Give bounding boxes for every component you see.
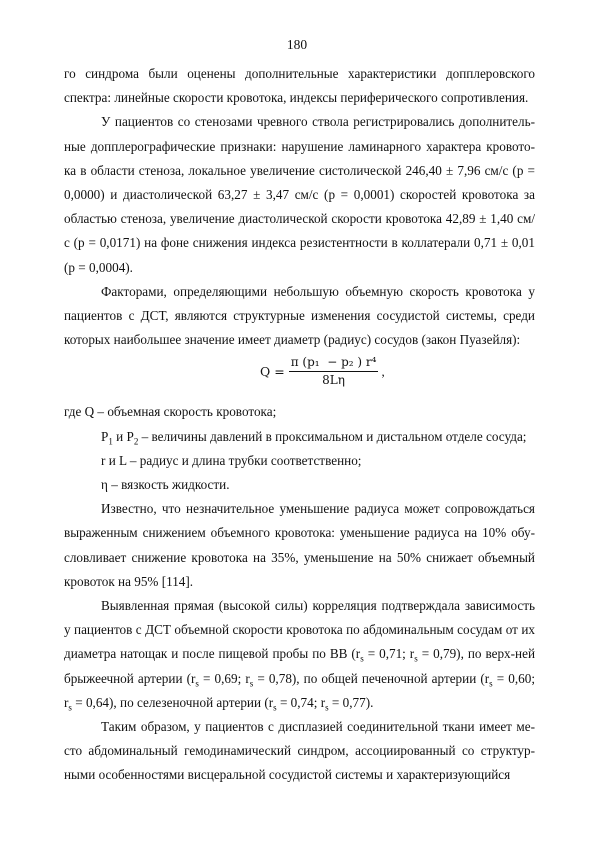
formula-comma: , (381, 363, 385, 379)
definition-r-l: r и L – радиус и длина трубки соответственно; (101, 452, 362, 468)
paragraph-6: Таким образом, у пациентов с дисплазией соединительной ткани имеет ме-сто абдоминальный гемодинамический синдром, ассоциированный со структур-ными особенностями висцеральной сосудистой системы и характеризующийся (64, 719, 535, 783)
paragraph-2: У пациентов со стенозами чревного ствола регистрировались дополнитель-ные допплерографические признаки: нарушение ламинарного характера кровото-ка в области стеноза, локальное увеличение систолической 246,40 ± 7,96 см/с (р = 0,0000) и диастолической 63,27 ± 3,47 см/с (р = 0,0001) скоростей кровотока за областью стеноза, увеличение диастолической скорости кровотока 42,89 ± 1,40 см/с (р = 0,0171) на фоне снижения индекса резистентности в коллатерали 0,71 ± 0,01 (р = 0,0004). (64, 114, 535, 275)
formula-lhs: Q = (260, 363, 285, 379)
paragraph-5: Выявленная прямая (высокой силы) корреляция подтверждала зависимость у пациентов с ДСТ объемной скорости кровотока по абдоминальным сосудам от их диаметра натощак и после пищевой пробы по ВВ ($r_s = 0,71$; $r_s = 0,79$), по верх-ней брыжеечной артерии ($r_s = 0,69$; $r_s = 0,78$), по общей печеночной артерии ($r_s = 0,60$; $r_s = 0,64$), по селезеночной артерии ($r_s = 0,74$; $r_s = 0,77$). (64, 598, 536, 713)
formula-numerator: π (p₁ − p₂ ) r⁴ (290, 355, 377, 370)
formula-denominator: 8Lη (322, 373, 345, 388)
paragraph-3: Факторами, определяющими небольшую объемную скорость кровотока у пациентов с ДСТ, являются структурные изменения сосудистой системы, среди которых наибольшее значение имеет диаметр (радиус) сосудов (закон Пуазейля): (64, 283, 535, 348)
definition-q: где Q – объемная скорость кровотока; (64, 404, 277, 420)
definition-eta: η – вязкость жидкости. (101, 477, 230, 493)
page-number: 180 (286, 37, 308, 52)
definition-p: $P_1$ и $P_2$ – величины давлений в проксимальном и дистальном отделе сосуда; (101, 428, 527, 447)
paragraph-1: го синдрома были оценены дополнительные характеристики допплеровского спектра: линейные скорости кровотока, индексы периферического сопротивления. (64, 66, 535, 106)
body-text (64, 62, 535, 788)
paragraph-4: Известно, что незначительное уменьшение радиуса может сопровождаться выраженным снижением объемного кровотока: уменьшение радиуса на 10% обу-словливает снижение кровотока на 35%, уменьшение на 50% снижает объемный кровоток на 95% [114]. (64, 501, 535, 589)
poiseuille-formula (64, 352, 535, 400)
